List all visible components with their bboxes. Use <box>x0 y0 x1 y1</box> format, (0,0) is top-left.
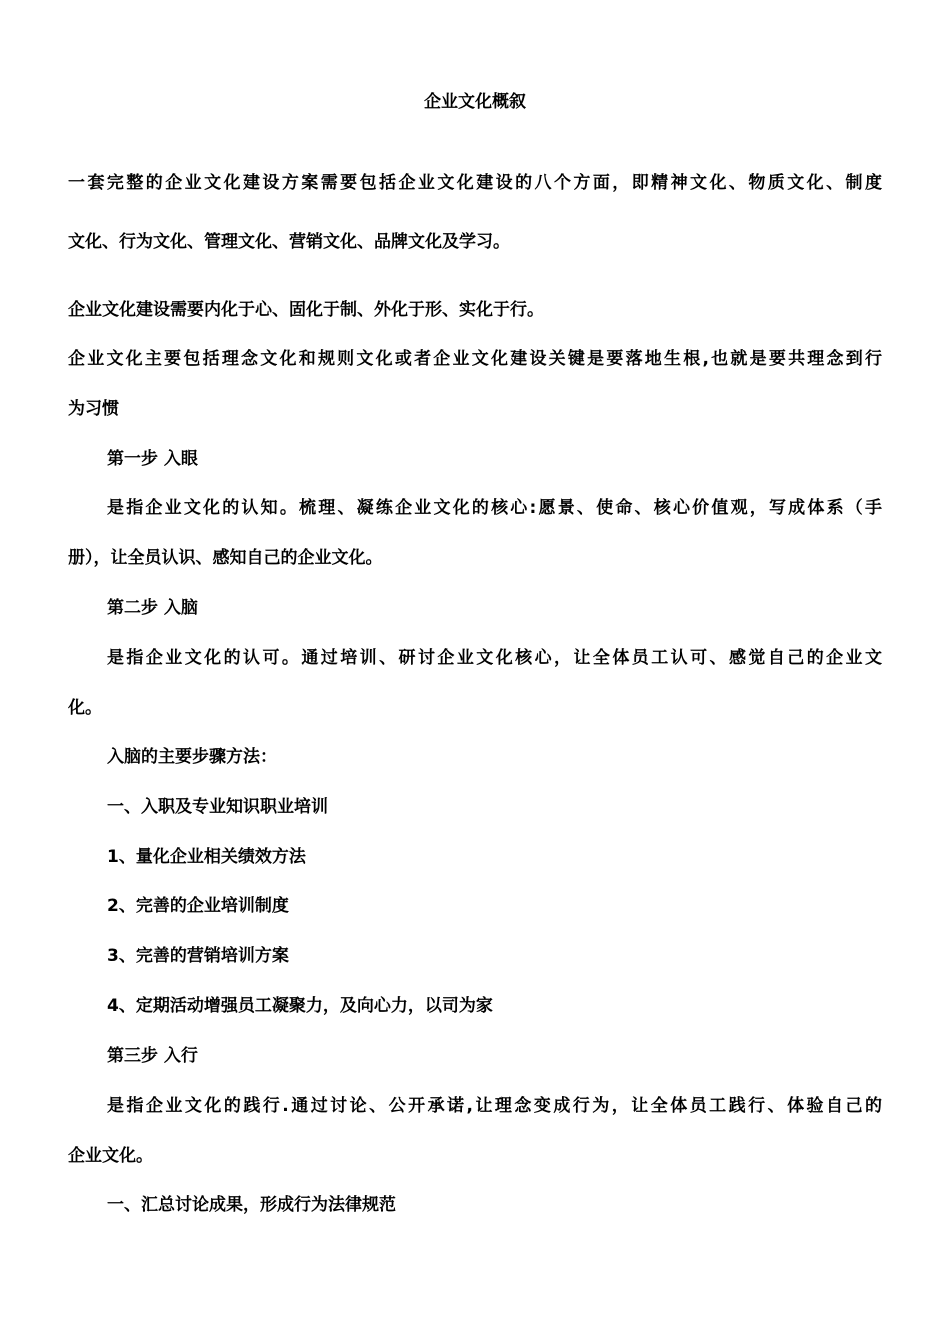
list-item: 4、定期活动增强员工凝聚力，及向心力，以司为家 <box>107 996 493 1016</box>
paragraph-line: 企业文化主要包括理念文化和规则文化或者企业文化建设关键是要落地生根,也就是要共理念到行 <box>68 349 882 369</box>
step-heading: 第二步 入脑 <box>107 598 198 618</box>
paragraph-line: 是指企业文化的认可。通过培训、研讨企业文化核心，让全体员工认可、感觉自己的企业文 <box>107 648 882 668</box>
paragraph-line: 化。 <box>68 698 102 718</box>
paragraph-line: 企业文化。 <box>68 1146 153 1166</box>
paragraph-line: 企业文化建设需要内化于心、固化于制、外化于形、实化于行。 <box>68 300 544 320</box>
paragraph-line: 一套完整的企业文化建设方案需要包括企业文化建设的八个方面，即精神文化、物质文化、制度 <box>68 173 882 193</box>
list-item: 1、量化企业相关绩效方法 <box>107 847 306 867</box>
list-item: 2、完善的企业培训制度 <box>107 896 289 916</box>
paragraph-line: 为习惯 <box>68 399 119 419</box>
paragraph-line: 是指企业文化的践行.通过讨论、公开承诺,让理念变成行为，让全体员工践行、体验自己的 <box>107 1096 882 1116</box>
step-heading: 第一步 入眼 <box>107 449 198 469</box>
step-heading: 第三步 入行 <box>107 1046 198 1066</box>
list-item: 3、完善的营销培训方案 <box>107 946 289 966</box>
paragraph-line: 册），让全员认识、感知自己的企业文化。 <box>68 548 383 568</box>
list-heading: 一、入职及专业知识职业培训 <box>107 797 328 817</box>
paragraph-line: 入脑的主要步骤方法： <box>107 747 277 767</box>
document-title: 企业文化概叙 <box>424 92 526 112</box>
list-heading: 一、汇总讨论成果，形成行为法律规范 <box>107 1195 396 1215</box>
paragraph-line: 文化、行为文化、管理文化、营销文化、品牌文化及学习。 <box>68 232 510 252</box>
paragraph-line: 是指企业文化的认知。梳理、凝练企业文化的核心:愿景、使命、核心价值观，写成体系（手 <box>107 498 882 518</box>
